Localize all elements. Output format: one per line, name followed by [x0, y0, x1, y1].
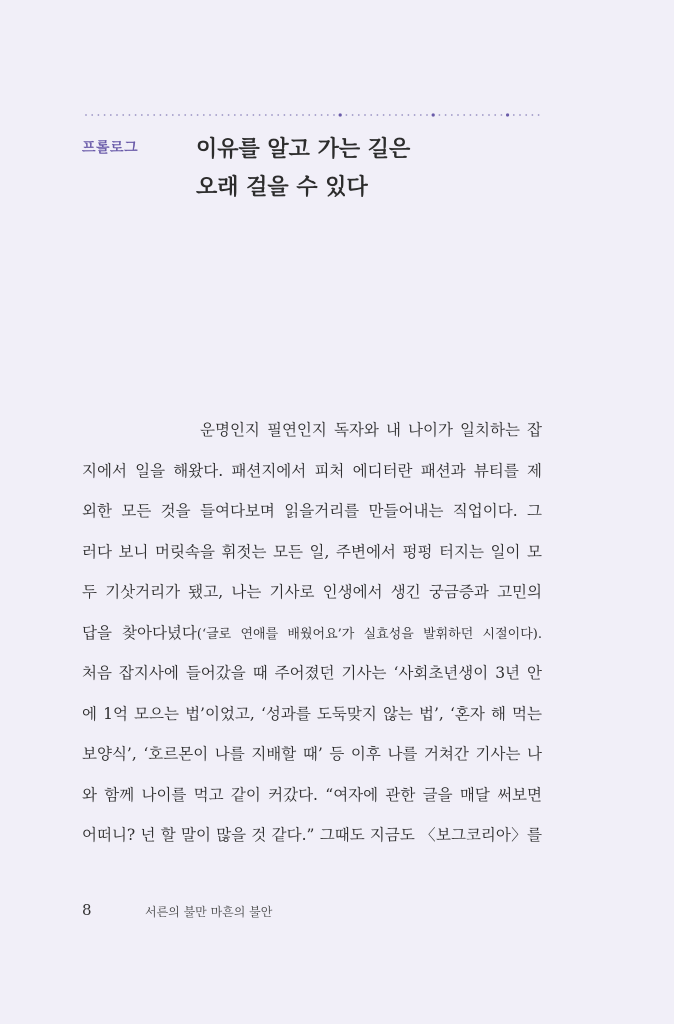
divider-dot [153, 114, 155, 116]
divider-dot [253, 114, 255, 116]
divider-dot [401, 114, 403, 116]
divider-dot [426, 114, 428, 116]
divider-dot [525, 114, 527, 116]
divider-dot [339, 113, 342, 116]
body-line: 답을 찾아다녔다(‘글로 연애를 배웠어요’가 실효성을 발휘하던 시절이다). [82, 623, 542, 642]
chapter-title-line-2: 오래 걸을 수 있다 [196, 175, 368, 200]
divider-dot [129, 114, 131, 116]
divider-dot [302, 114, 304, 116]
divider-dot [135, 114, 137, 116]
body-line: 에 1억 모으는 법’이었고, ‘성과를 도둑맞지 않는 법’, ‘혼자 해 먹는 [82, 704, 542, 723]
divider-dot [408, 114, 410, 116]
divider-dot [488, 114, 490, 116]
divider-dot [445, 114, 447, 116]
divider-dot [513, 114, 515, 116]
divider-dot [85, 114, 87, 116]
divider-dot [197, 114, 199, 116]
divider-dot [284, 114, 286, 116]
divider-dot [463, 114, 465, 116]
divider-dot [246, 114, 248, 116]
divider-dot [98, 114, 100, 116]
divider-dot [370, 114, 372, 116]
page-number: 8 [82, 901, 92, 919]
divider-dot [364, 114, 366, 116]
divider-dot [141, 114, 143, 116]
divider-dot [451, 114, 453, 116]
divider-dot [389, 114, 391, 116]
divider-dot [333, 114, 335, 116]
divider-dot [178, 114, 180, 116]
divider-dot [501, 114, 503, 116]
divider-dot [259, 114, 261, 116]
divider-dot [377, 114, 379, 116]
body-line: 보양식’, ‘호르몬이 나를 지배할 때’ 등 이후 나를 거쳐간 기사는 나 [82, 745, 542, 763]
divider-dot [346, 114, 348, 116]
section-label: 프롤로그 [82, 140, 139, 156]
divider-dot [222, 114, 224, 116]
divider-dot [203, 114, 205, 116]
divider-dot [383, 114, 385, 116]
divider-dot [506, 113, 509, 116]
divider-dot [414, 114, 416, 116]
divider-dot [420, 114, 422, 116]
divider-dot [308, 114, 310, 116]
divider-dot [166, 114, 168, 116]
body-line: 와 함께 나이를 먹고 같이 커갔다. “여자에 관한 글을 매달 써보면 [82, 785, 542, 804]
divider-dot [277, 114, 279, 116]
body-line: 지에서 일을 해왔다. 패션지에서 피처 에디터란 패션과 뷰티를 제 [82, 461, 542, 480]
divider-dot [321, 114, 323, 116]
divider-dot [358, 114, 360, 116]
divider-dot [110, 114, 112, 116]
body-line: 외한 모든 것을 들여다보며 읽을거리를 만들어내는 직업이다. 그 [82, 502, 542, 520]
divider-dot [432, 113, 435, 116]
body-line: 처음 잡지사에 들어갔을 때 주어졌던 기사는 ‘사회초년생이 3년 안 [82, 664, 542, 682]
divider-dot [209, 114, 211, 116]
divider-dot [476, 114, 478, 116]
running-footer-title: 서른의 불만 마흔의 불안 [145, 905, 273, 919]
divider-dot [439, 114, 441, 116]
divider-dot [184, 114, 186, 116]
body-line-aside: (‘글로 연애를 배웠어요’가 실효성을 발휘하던 시절이다). [196, 626, 542, 642]
divider-dot [290, 114, 292, 116]
divider-dot [494, 114, 496, 116]
body-line: 두 기삿거리가 됐고, 나는 기사로 인생에서 생긴 궁금증과 고민의 [82, 583, 542, 601]
divider-dot [538, 114, 540, 116]
divider-dot [104, 114, 106, 116]
divider-dot [147, 114, 149, 116]
body-line: 운명인지 필연인지 독자와 내 나이가 일치하는 잡 [200, 421, 542, 439]
body-text [82, 410, 542, 856]
divider-dot [352, 114, 354, 116]
divider-dot [122, 114, 124, 116]
divider-dot [296, 114, 298, 116]
divider-dot [265, 114, 267, 116]
divider-dot [457, 114, 459, 116]
divider-dot [482, 114, 484, 116]
divider-dot [315, 114, 317, 116]
body-line: 어떠니? 넌 할 말이 많을 것 같다.” 그때도 지금도 〈보그코리아〉를 [82, 826, 542, 844]
divider-dot [215, 114, 217, 116]
divider-dot [172, 114, 174, 116]
divider-dot [160, 114, 162, 116]
body-line: 러다 보니 머릿속을 휘젓는 모든 일, 주변에서 펑펑 터지는 일이 모 [82, 542, 542, 561]
divider-dot [519, 114, 521, 116]
divider-dot [240, 114, 242, 116]
divider-dot [91, 114, 93, 116]
dotted-divider [84, 113, 540, 117]
divider-dot [191, 114, 193, 116]
chapter-title-line-1: 이유를 알고 가는 길은 [196, 137, 411, 162]
divider-dot [395, 114, 397, 116]
divider-dot [228, 114, 230, 116]
divider-dot [271, 114, 273, 116]
divider-dot [116, 114, 118, 116]
chapter-title [196, 131, 410, 207]
divider-dot [532, 114, 534, 116]
divider-dot [234, 114, 236, 116]
divider-dot [327, 114, 329, 116]
dotted-divider-svg [84, 113, 540, 117]
divider-dot [470, 114, 472, 116]
